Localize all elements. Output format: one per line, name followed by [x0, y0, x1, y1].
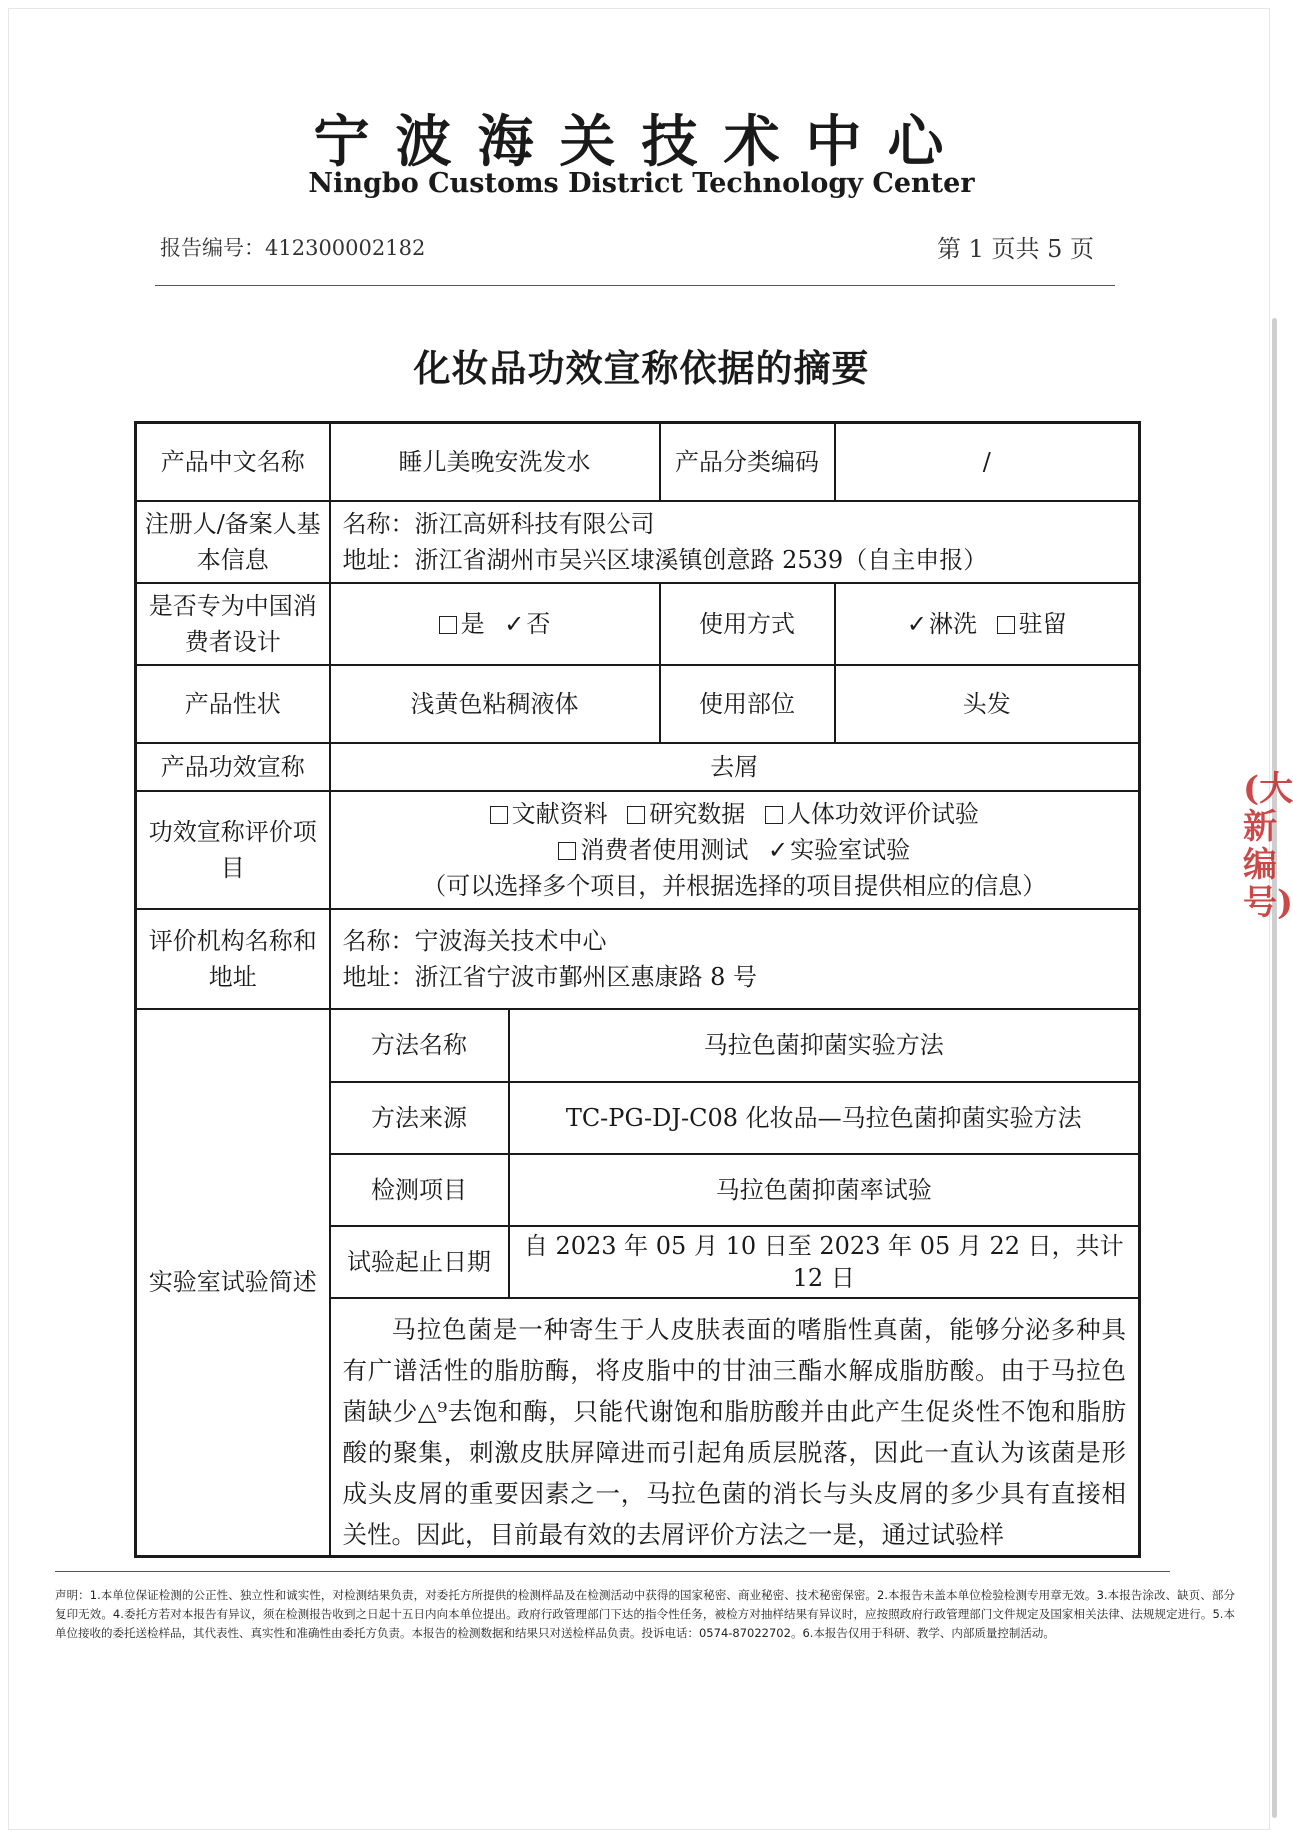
seal-stamp: (大新编号) [1243, 769, 1293, 923]
table-row [136, 1009, 1140, 1557]
table-row [136, 583, 1140, 665]
summary-table [134, 421, 1141, 1558]
claim-value: 去屑 [330, 743, 1140, 791]
report-number: 报告编号：412300002182 [160, 236, 426, 260]
claim-label: 产品功效宣称 [136, 743, 330, 791]
table-row [136, 791, 1140, 909]
checkmark-icon: ✓ [768, 835, 789, 864]
institution-address: 地址：浙江省宁波市鄞州区惠康路 8 号 [342, 962, 758, 991]
table-row [136, 501, 1140, 583]
lab-details-table [331, 1010, 1139, 1555]
checkbox-unchecked-icon [997, 616, 1015, 634]
china-design-label: 是否专为中国消费者设计 [136, 583, 330, 665]
eval-research: 研究数据 [649, 799, 746, 828]
test-dates-label: 试验起止日期 [331, 1226, 509, 1298]
method-name-value: 马拉色菌抑菌实验方法 [509, 1010, 1139, 1082]
product-name-label: 产品中文名称 [136, 423, 330, 501]
table-row [136, 743, 1140, 791]
eval-lab: 实验室试验 [790, 835, 911, 864]
appearance-label: 产品性状 [136, 665, 330, 743]
lab-label: 实验室试验简述 [136, 1009, 330, 1557]
test-item-value: 马拉色菌抑菌率试验 [509, 1154, 1139, 1226]
checkmark-icon: ✓ [906, 609, 927, 638]
registrant-info [330, 501, 1140, 583]
usage-options [835, 583, 1140, 665]
test-dates-value: 自 2023 年 05 月 10 日至 2023 年 05 月 22 日，共计 12 日 [509, 1226, 1139, 1298]
registrant-label: 注册人/备案人基本信息 [136, 501, 330, 583]
category-code-label: 产品分类编码 [660, 423, 835, 501]
eval-items-options [330, 791, 1140, 909]
checkbox-unchecked-icon [490, 806, 508, 824]
table-row [136, 665, 1140, 743]
usage-label: 使用方式 [660, 583, 835, 665]
document-title: 化妆品功效宣称依据的摘要 [413, 346, 870, 390]
institution-info [330, 909, 1140, 1009]
appearance-value: 浅黄色粘稠液体 [330, 665, 660, 743]
method-source-label: 方法来源 [331, 1082, 509, 1154]
usage-leave: 驻留 [1018, 609, 1067, 638]
checkmark-icon: ✓ [504, 609, 525, 638]
table-row [136, 909, 1140, 1009]
scrollbar[interactable] [1272, 318, 1277, 1818]
header-divider [155, 285, 1115, 286]
checkbox-unchecked-icon [765, 806, 783, 824]
body-part-label: 使用部位 [660, 665, 835, 743]
table-row [136, 423, 1140, 501]
china-design-no: 否 [526, 609, 551, 638]
checkbox-unchecked-icon [558, 842, 576, 860]
registrant-address: 地址：浙江省湖州市吴兴区埭溪镇创意路 2539（自主申报） [342, 545, 988, 574]
institution-name: 名称：宁波海关技术中心 [342, 926, 607, 955]
eval-human: 人体功效评价试验 [786, 799, 979, 828]
eval-items-label: 功效宣称评价项目 [136, 791, 330, 909]
eval-literature: 文献资料 [511, 799, 608, 828]
checkbox-unchecked-icon [627, 806, 645, 824]
china-design-options [330, 583, 660, 665]
org-name-en: Ningbo Customs District Technology Center [308, 168, 975, 199]
eval-consumer: 消费者使用测试 [580, 835, 749, 864]
eval-note: （可以选择多个项目，并根据选择的项目提供相应的信息） [422, 871, 1047, 900]
body-part-value: 头发 [835, 665, 1140, 743]
org-name-cn: 宁波海关技术中心 [313, 109, 970, 175]
test-item-label: 检测项目 [331, 1154, 509, 1226]
method-source-value: TC-PG-DJ-C08 化妆品—马拉色菌抑菌实验方法 [509, 1082, 1139, 1154]
method-name-label: 方法名称 [331, 1010, 509, 1082]
lab-details [330, 1009, 1140, 1557]
product-name-value: 睡儿美晚安洗发水 [330, 423, 660, 501]
registrant-name: 名称：浙江高妍科技有限公司 [342, 509, 655, 538]
china-design-yes: 是 [460, 609, 485, 638]
lab-description: 马拉色菌是一种寄生于人皮肤表面的嗜脂性真菌，能够分泌多种具有广谱活性的脂肪酶，将皮脂中的甘油三酯水解成脂肪酸。由于马拉色菌缺少△⁹去饱和酶，只能代谢饱和脂肪酸并由此产生促炎性不饱和脂肪酸的聚集，刺激皮肤屏障进而引起角质层脱落，因此一直认为该菌是形成头皮屑的重要因素之一，马拉色菌的消长与头皮屑的多少具有直接相关性。因此，目前最有效的去屑评价方法之一是，通过试验样 [342, 1314, 1126, 1549]
institution-label: 评价机构名称和地址 [136, 909, 330, 1009]
category-code-value: / [835, 423, 1140, 501]
usage-rinse: 淋洗 [928, 609, 977, 638]
page-number: 第 1 页共 5 页 [936, 235, 1094, 263]
checkbox-unchecked-icon [439, 616, 457, 634]
footer-divider [55, 1571, 1170, 1572]
footer-statement: 声明：1.本单位保证检测的公正性、独立性和诚实性，对检测结果负责，对委托方所提供的检测样品及在检测活动中获得的国家秘密、商业秘密、技术秘密保密。2.本报告未盖本单位检验检测专用章无效。3.本报告涂改、缺页、部分复印无效。4.委托方若对本报告有异议，须在检测报告收到之日起十五日内向本单位提出。政府行政管理部门下达的指令性任务，被检方对抽样结果有异议时，应按照政府行政管理部门文件规定及国家相关法律、法规规定进行。5.本单位接收的委托送检样品，其代表性、真实性和准确性由委托方负责。本报告的检测数据和结果只对送检样品负责。投诉电话：0574-87022702。6.本报告仅用于科研、教学、内部质量控制活动。 [55, 1588, 1235, 1640]
